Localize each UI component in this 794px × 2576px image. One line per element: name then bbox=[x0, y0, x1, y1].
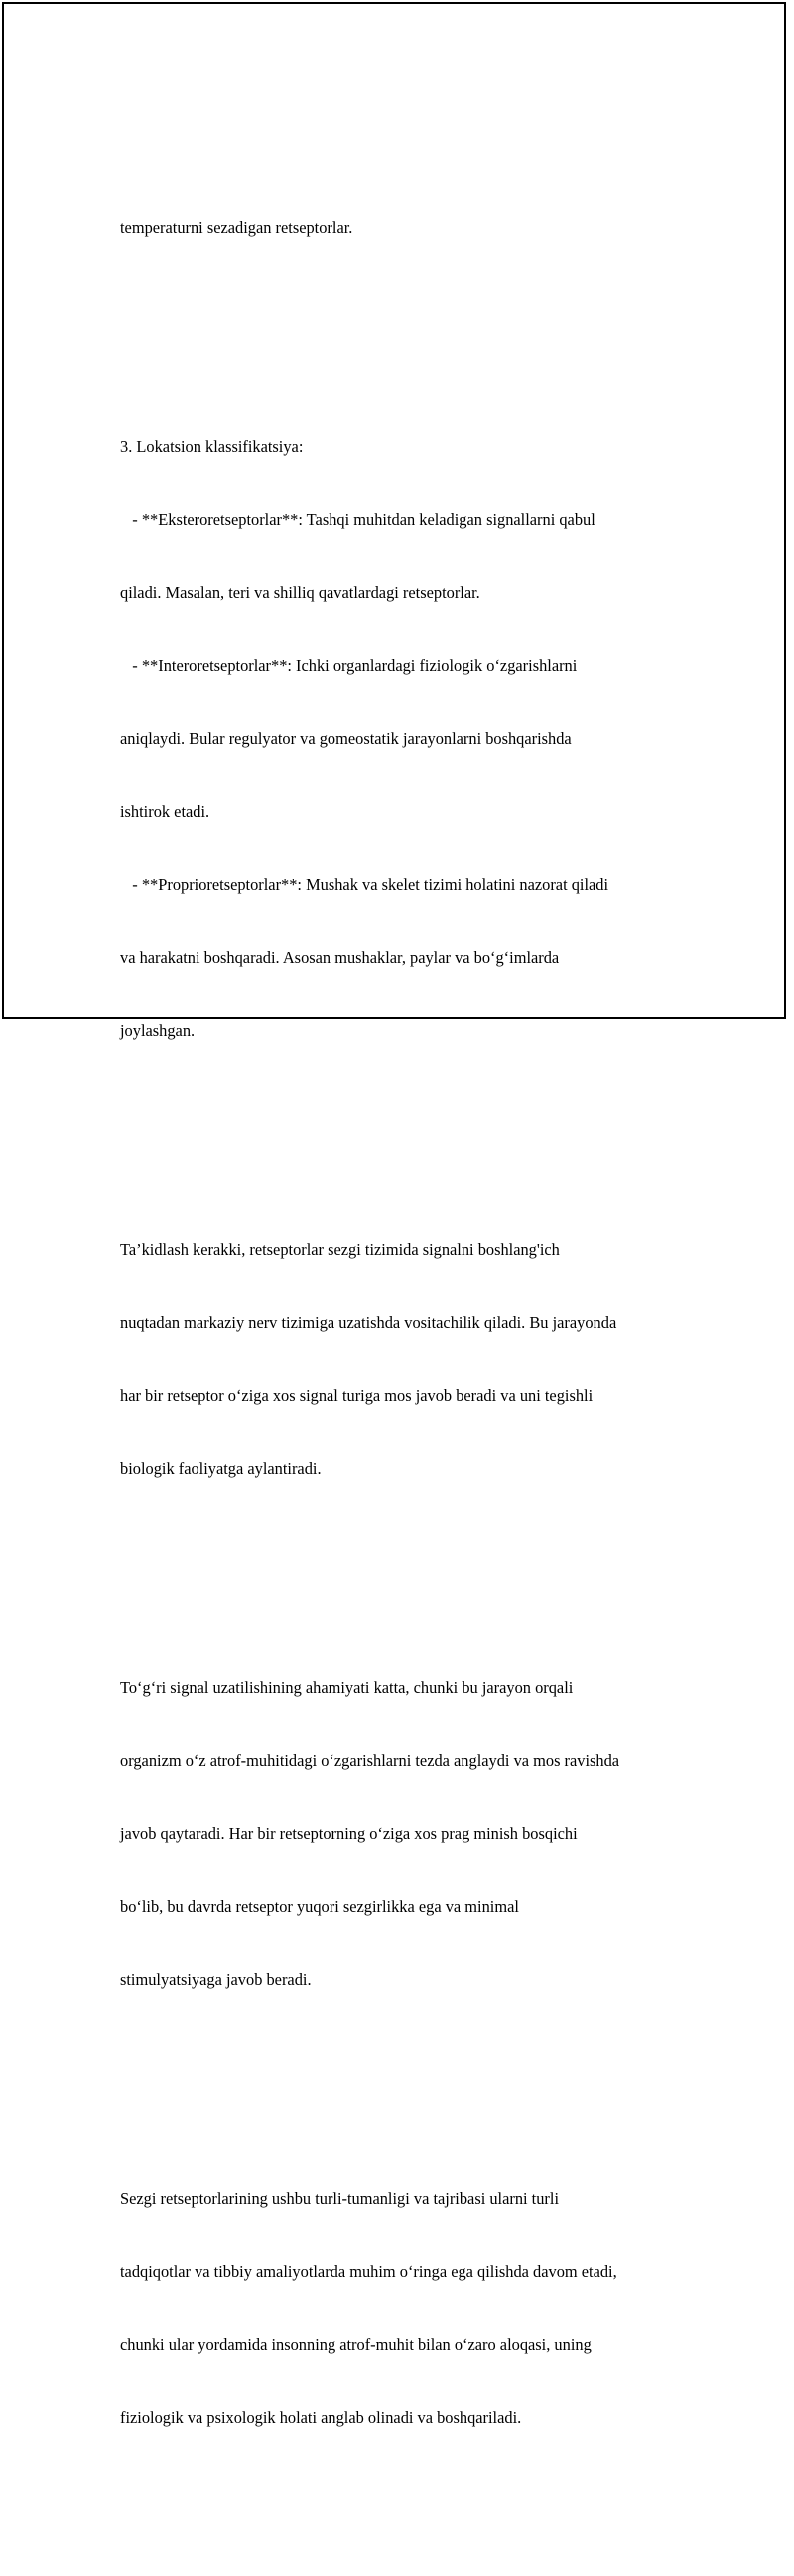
text-line: nuqtadan markaziy nerv tizimiga uzatishda vositachilik qiladi. Bu jarayonda bbox=[120, 1313, 617, 1332]
text-line: Ta’kidlash kerakki, retseptorlar sezgi tizimida signalni boshlang'ich bbox=[120, 1239, 560, 1259]
section-heading: 3. Lokatsion klassifikatsiya: bbox=[120, 437, 304, 456]
list-item-exteroreceptors: - **Eksteroretseptorlar**: Tashqi muhitdan keladigan signallarni qabul bbox=[120, 509, 596, 529]
text-line: ishtirok etadi. bbox=[120, 801, 210, 821]
text-line: joylashgan. bbox=[120, 1021, 196, 1040]
text-line: qiladi. Masalan, teri va shilliq qavatlardagi retseptorlar. bbox=[120, 583, 480, 602]
text-line: biologik faoliyatga aylantiradi. bbox=[120, 1459, 322, 1478]
paragraph-signal-transmission bbox=[120, 1628, 696, 2042]
text-line: bo‘lib, bu davrda retseptor yuqori sezgirlikka ega va minimal bbox=[120, 1897, 519, 1916]
text-line: temperaturni sezadigan retseptorlar. bbox=[120, 217, 353, 237]
text-line: organizm o‘z atrof-muhitidagi o‘zgarishlarni tezda anglaydi va mos ravishda bbox=[120, 1751, 620, 1770]
document-body bbox=[120, 94, 696, 2576]
text-line: tadqiqotlar va tibbiy amaliyotlarda muhim o‘ringa ega qilishda davom etadi, bbox=[120, 2261, 617, 2281]
text-line: va harakatni boshqaradi. Asosan mushaklar, paylar va bo‘g‘imlarda bbox=[120, 947, 560, 967]
text-line: chunki ular yordamida insonning atrof-muhit bilan o‘zaro aloqasi, uning bbox=[120, 2335, 592, 2354]
text-line: javob qaytaradi. Har bir retseptorning o‘ziga xos prag minish bosqichi bbox=[120, 1823, 578, 1843]
paragraph-intro-fragment bbox=[120, 168, 696, 290]
paragraph-emphasis bbox=[120, 1190, 696, 1530]
text-line: har bir retseptor o‘ziga xos signal turiga mos javob beradi va uni tegishli bbox=[120, 1385, 594, 1405]
list-item-proprioreceptors: - **Proprioretseptorlar**: Mushak va skelet tizimi holatini nazorat qiladi bbox=[120, 875, 609, 894]
list-item-interoreceptors: - **Interoretseptorlar**: Ichki organlardagi fiziologik o‘zgarishlarni bbox=[120, 655, 578, 675]
paragraph-location-classification bbox=[120, 386, 696, 1092]
text-line: stimulyatsiyaga javob beradi. bbox=[120, 1969, 312, 1989]
paragraph-conclusion bbox=[120, 2138, 696, 2479]
text-line: fiziologik va psixologik holati anglab olinadi va boshqariladi. bbox=[120, 2407, 522, 2427]
page-frame bbox=[2, 2, 786, 2427]
text-line: aniqlaydi. Bular regulyator va gomeostatik jarayonlarni boshqarishda bbox=[120, 729, 572, 748]
text-line: Sezgi retseptorlarining ushbu turli-tumanligi va tajribasi ularni turli bbox=[120, 2189, 559, 2208]
text-line: To‘g‘ri signal uzatilishining ahamiyati katta, chunki bu jarayon orqali bbox=[120, 1677, 574, 1697]
